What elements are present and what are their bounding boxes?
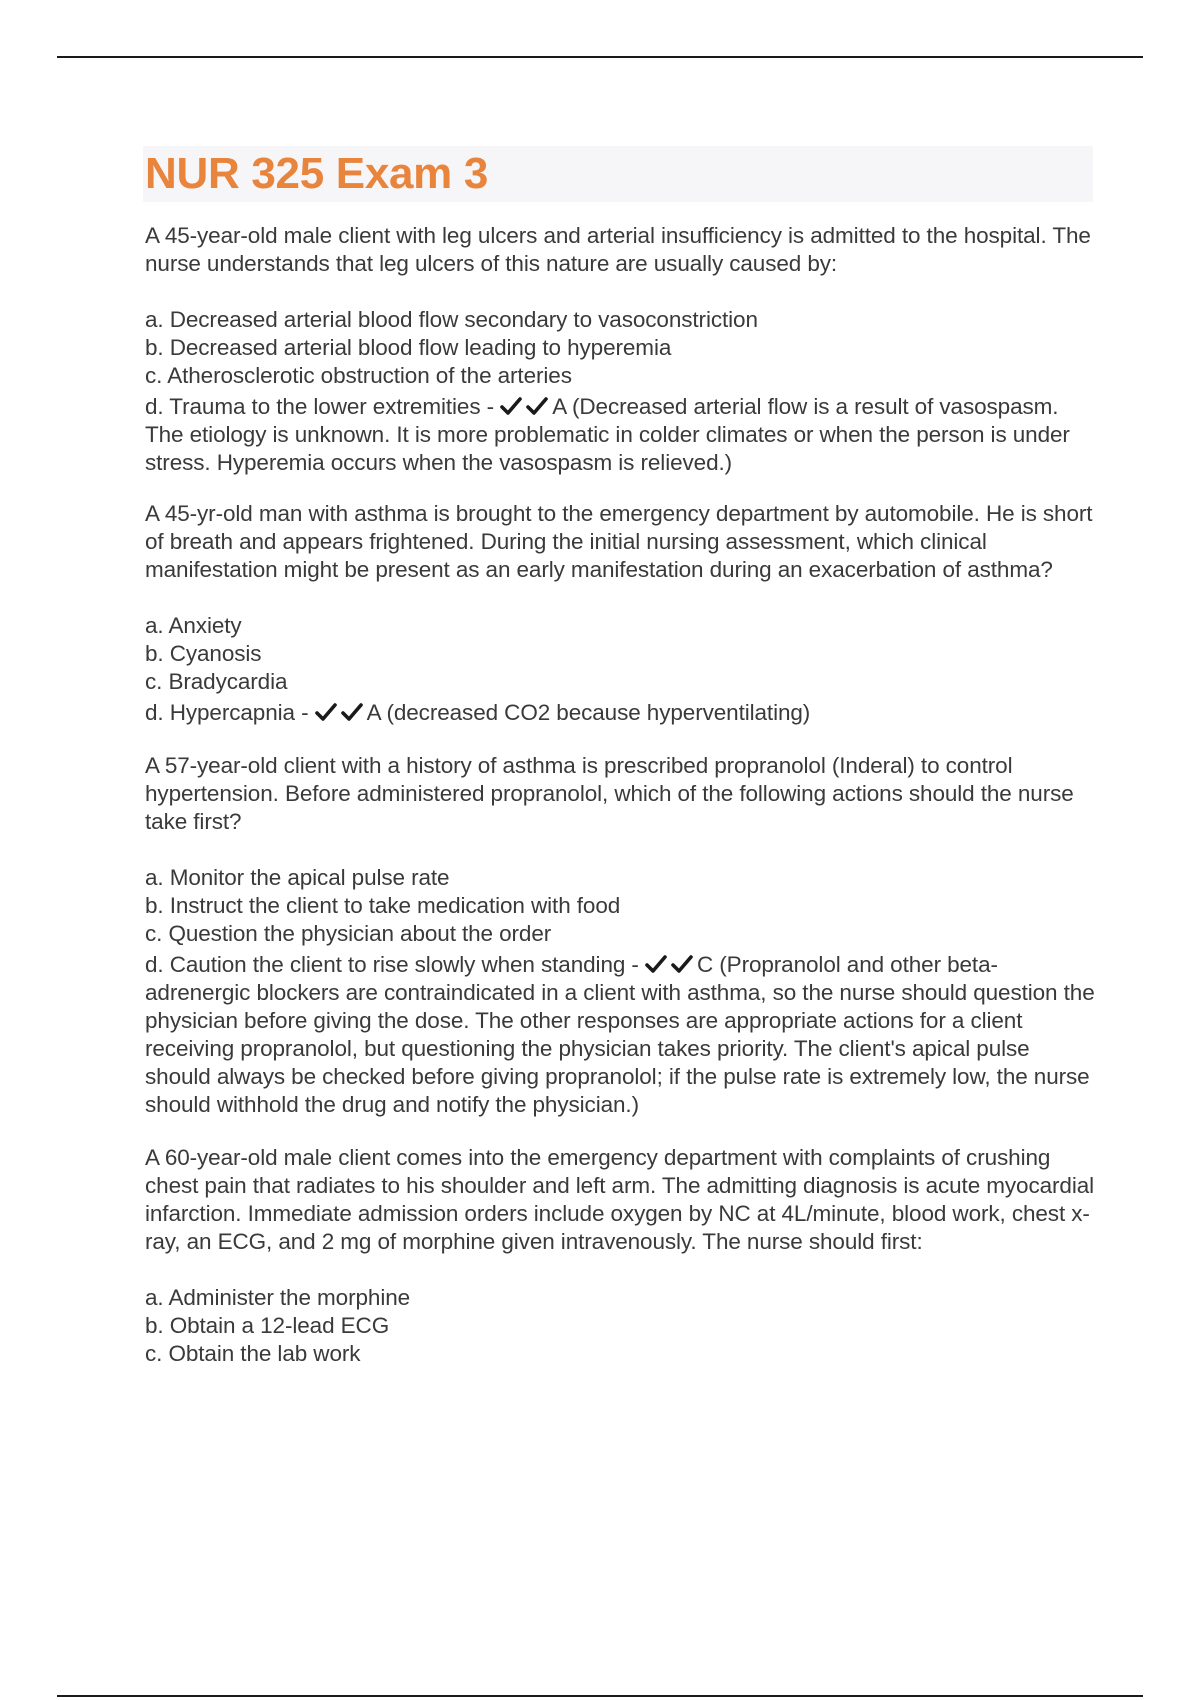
option-a: a. Decreased arterial blood flow secondary to vasoconstriction xyxy=(145,307,758,332)
question-block-4 xyxy=(145,1144,1095,1368)
option-d: d. Trauma to the lower extremities - xyxy=(145,394,495,419)
option-c: c. Question the physician about the order xyxy=(145,921,552,946)
option-list xyxy=(145,612,1095,727)
checkmark-icon xyxy=(315,702,337,722)
checkmark-icon xyxy=(645,954,667,974)
option-d-with-answer xyxy=(145,951,1095,1119)
option-list xyxy=(145,864,1095,1119)
checkmark-icon xyxy=(341,702,363,722)
question-block-2 xyxy=(145,500,1095,727)
option-b: b. Decreased arterial blood flow leading to hyperemia xyxy=(145,335,672,360)
option-d: d. Hypercapnia - xyxy=(145,700,309,725)
option-b: b. Obtain a 12-lead ECG xyxy=(145,1313,390,1338)
question-text: A 45-year-old male client with leg ulcers and arterial insufficiency is admitted to the hospital. The nurse understands that leg ulcers of this nature are usually caused by: xyxy=(145,223,1091,276)
answer-explanation: C (Propranolol and other beta-adrenergic blockers are contraindicated in a client with asthma, so the nurse should question the physician before giving the dose. The other responses are appropriate actions for a client receiving propranolol, but questioning the physician takes priority. The client's apical pulse should always be checked before giving propranolol; if the pulse rate is extremely low, the nurse should withhold the drug and notify the physician.) xyxy=(145,952,1095,1117)
option-c: c. Atherosclerotic obstruction of the arteries xyxy=(145,363,572,388)
option-b: b. Instruct the client to take medication with food xyxy=(145,893,621,918)
question-block-1 xyxy=(145,222,1095,477)
option-list xyxy=(145,1284,1095,1368)
checkmark-icon xyxy=(671,954,693,974)
answer-explanation: A (Decreased arterial flow is a result of vasospasm. The etiology is unknown. It is more problematic in colder climates or when the person is under stress. Hyperemia occurs when the vasospasm is relieved.) xyxy=(145,394,1070,475)
answer-explanation: A (decreased CO2 because hyperventilating) xyxy=(366,700,811,725)
option-c: c. Bradycardia xyxy=(145,669,288,694)
option-d-with-answer xyxy=(145,699,1095,727)
option-a: a. Administer the morphine xyxy=(145,1285,411,1310)
question-block-3 xyxy=(145,752,1095,1119)
bottom-rule xyxy=(57,1695,1143,1697)
question-text: A 57-year-old client with a history of asthma is prescribed propranolol (Inderal) to control hypertension. Before administered propranolol, which of the following actions should the nurse take first? xyxy=(145,753,1074,834)
top-rule xyxy=(57,56,1143,58)
document-title: NUR 325 Exam 3 xyxy=(145,149,489,198)
option-a: a. Anxiety xyxy=(145,613,242,638)
option-a: a. Monitor the apical pulse rate xyxy=(145,865,450,890)
option-list xyxy=(145,306,1095,477)
option-c: c. Obtain the lab work xyxy=(145,1341,361,1366)
question-text: A 45-yr-old man with asthma is brought to the emergency department by automobile. He is short of breath and appears frightened. During the initial nursing assessment, which clinical manifestation might be present as an early manifestation during an exacerbation of asthma? xyxy=(145,501,1093,582)
option-d-with-answer xyxy=(145,393,1095,477)
title-bar xyxy=(143,146,1093,202)
checkmark-icon xyxy=(500,396,522,416)
document-content xyxy=(145,146,1095,1368)
question-text: A 60-year-old male client comes into the emergency department with complaints of crushing chest pain that radiates to his shoulder and left arm. The admitting diagnosis is acute myocardial infarction. Immediate admission orders include oxygen by NC at 4L/minute, blood work, chest x-ray, an ECG, and 2 mg of morphine given intravenously. The nurse should first: xyxy=(145,1145,1095,1254)
checkmark-icon xyxy=(526,396,548,416)
option-d: d. Caution the client to rise slowly when standing - xyxy=(145,952,639,977)
option-b: b. Cyanosis xyxy=(145,641,262,666)
